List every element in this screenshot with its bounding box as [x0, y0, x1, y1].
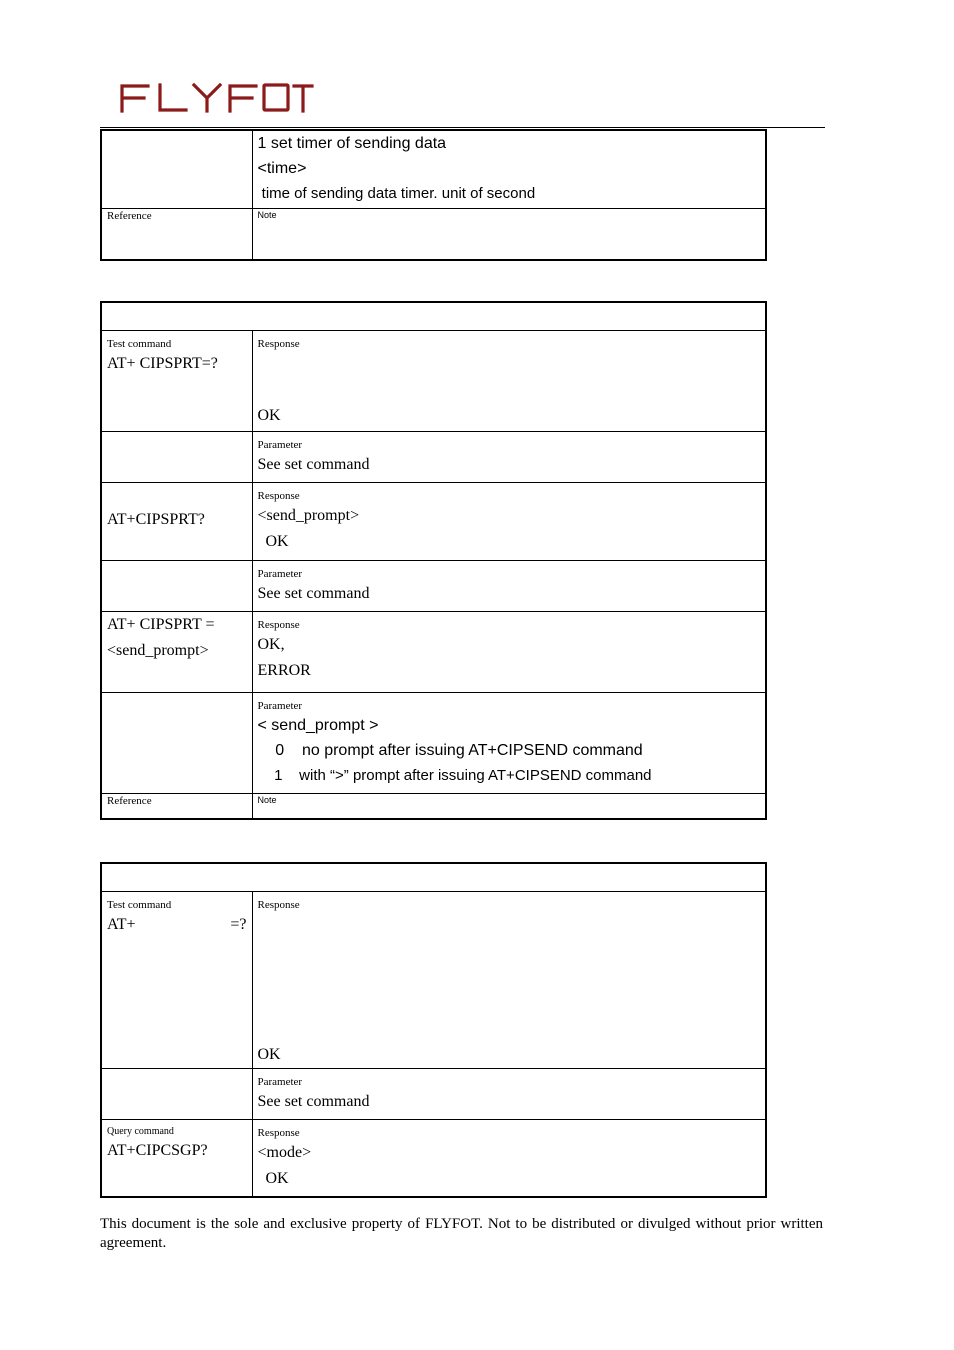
- table-title-row: [101, 302, 766, 330]
- test-command-row: [101, 891, 766, 1068]
- set-response-ok: OK,: [257, 635, 285, 653]
- query-command-row: [101, 1119, 766, 1197]
- parameter-row: [101, 692, 766, 793]
- test-command-text: [107, 912, 247, 938]
- set-command-row: [101, 611, 766, 692]
- footer-disclaimer: This document is the sole and exclusive property of FLYFOT. Not to be distributed or divulged without prior written agreement.: [100, 1216, 823, 1251]
- response-label: Response: [257, 1126, 300, 1139]
- parameter-row: [101, 560, 766, 611]
- cipsto-table-continued: [100, 129, 767, 261]
- set-command-arg: <send_prompt>: [107, 641, 209, 659]
- see-set-command: See set command: [257, 1092, 370, 1110]
- reference-label: Reference: [101, 208, 252, 260]
- query-command-label: Query command: [107, 1125, 174, 1137]
- parameter-row: [101, 130, 766, 208]
- header-rule: [100, 127, 825, 128]
- note-label: Note: [252, 793, 766, 819]
- flyfot-logo: [118, 80, 314, 114]
- reference-row: [101, 793, 766, 819]
- param-line: time of sending data timer. unit of second: [257, 185, 536, 202]
- parameter-label: Parameter: [257, 438, 303, 451]
- reference-row: [101, 208, 766, 260]
- param-line: 1 set timer of sending data: [257, 135, 447, 152]
- response-label: Response: [257, 337, 300, 350]
- param-value-1: 1 with “>” prompt after issuing AT+CIPSEND command: [257, 766, 652, 784]
- parameter-label: Parameter: [257, 1075, 303, 1088]
- parameter-label: Parameter: [257, 567, 303, 580]
- query-command-text: AT+CIPCSGP?: [107, 1141, 208, 1159]
- test-command-label: Test command: [107, 898, 172, 911]
- cipcsgp-table: [100, 862, 767, 1198]
- test-command-prefix: AT+: [107, 915, 136, 933]
- response-label: Response: [257, 489, 300, 502]
- test-command-label: Test command: [107, 337, 172, 350]
- query-response-line: <mode>: [257, 1143, 312, 1161]
- ok-text: OK: [257, 406, 281, 424]
- reference-label: Reference: [101, 793, 252, 819]
- param-value-0: 0 no prompt after issuing AT+CIPSEND command: [257, 741, 643, 759]
- parameter-label: Parameter: [257, 699, 303, 712]
- test-command-row: [101, 330, 766, 431]
- query-response-ok: OK: [257, 532, 289, 550]
- table-title-row: [101, 863, 766, 891]
- response-label: Response: [257, 618, 300, 631]
- ok-text: OK: [257, 1045, 281, 1063]
- response-label: Response: [257, 898, 300, 911]
- query-response-ok: OK: [257, 1169, 289, 1187]
- note-label: Note: [252, 208, 766, 260]
- query-command-text: AT+CIPSPRT?: [107, 510, 205, 528]
- see-set-command: See set command: [257, 584, 370, 602]
- cipsprt-table: [100, 301, 767, 820]
- set-response-error: ERROR: [257, 661, 311, 679]
- parameter-row: [101, 431, 766, 482]
- param-name: < send_prompt >: [257, 716, 379, 734]
- query-response-line: <send_prompt>: [257, 506, 360, 524]
- set-command-text: AT+ CIPSPRT =: [107, 615, 215, 633]
- test-command-text: AT+ CIPSPRT=?: [107, 354, 218, 372]
- param-line: <time>: [257, 160, 307, 177]
- see-set-command: See set command: [257, 455, 370, 473]
- query-command-row: [101, 482, 766, 560]
- test-command-suffix: =?: [230, 915, 247, 933]
- parameter-row: [101, 1068, 766, 1119]
